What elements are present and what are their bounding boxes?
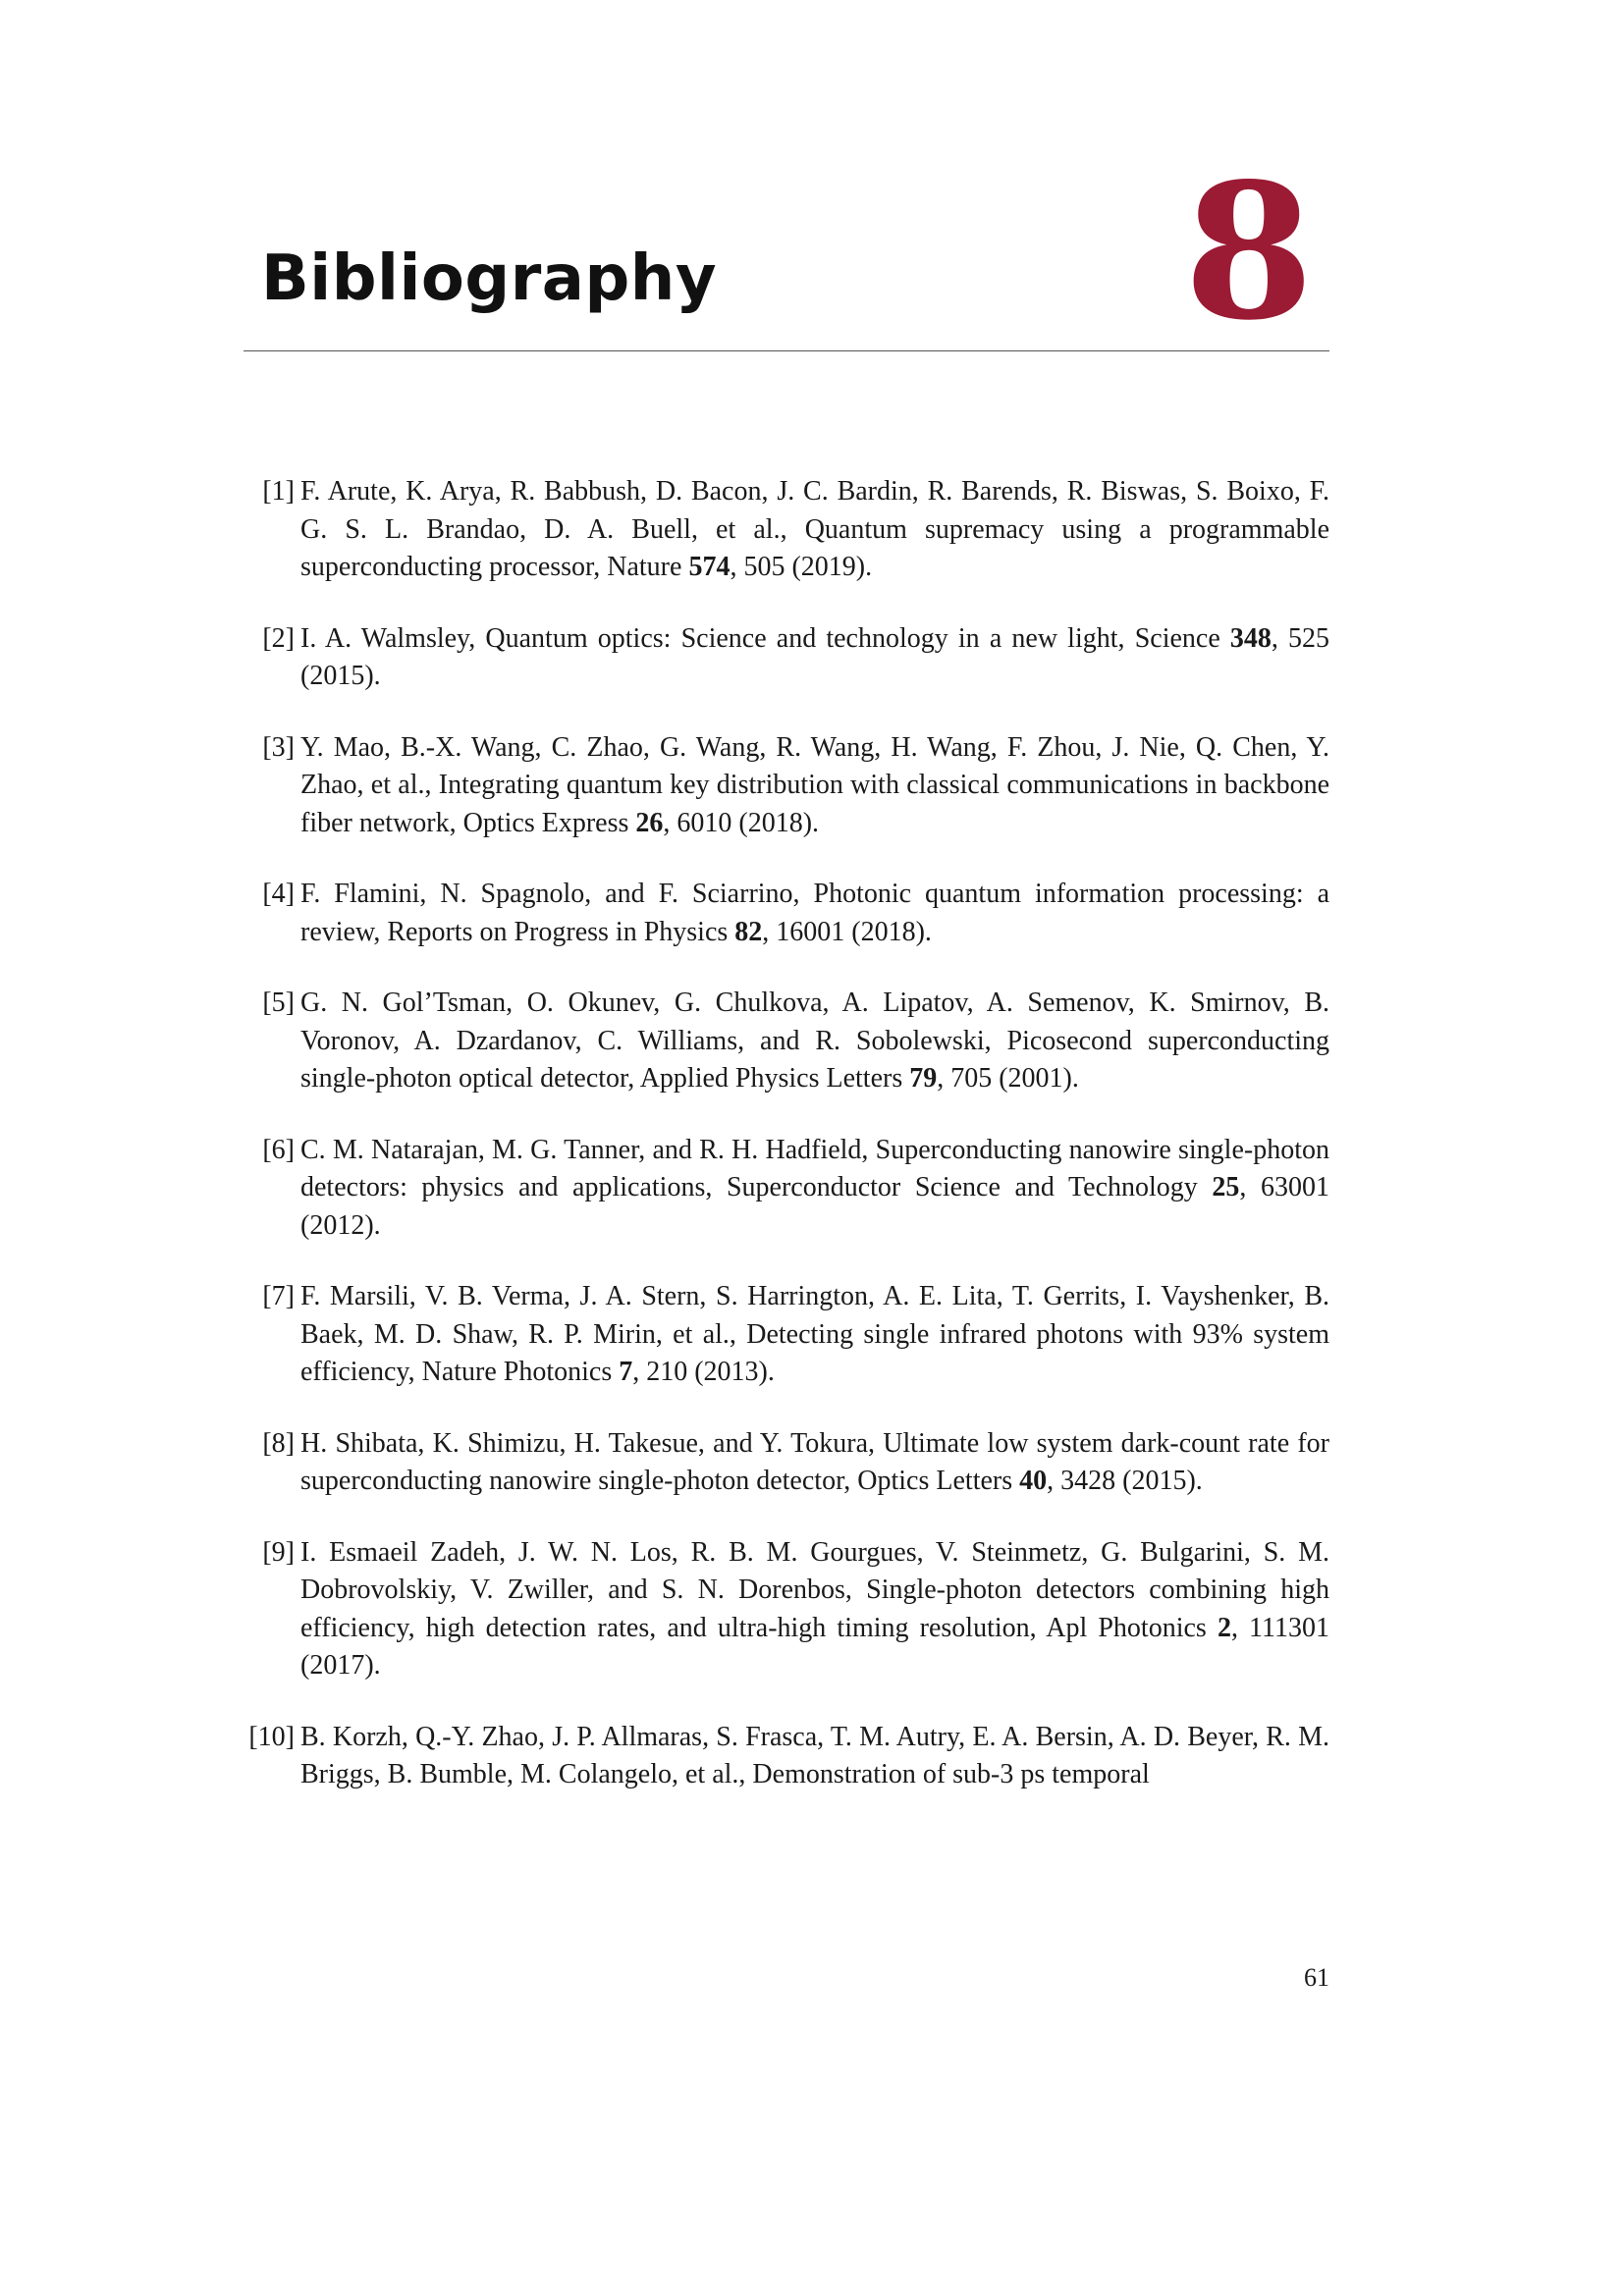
reference-authors: I. A. Walmsley, <box>300 622 476 654</box>
reference-label: [8] <box>262 1427 295 1459</box>
reference-item <box>244 876 1329 951</box>
reference-label: [9] <box>262 1536 295 1568</box>
reference-title: Superconducting nanowire single-photon detectors: physics and applications, <box>300 1134 1329 1202</box>
reference-authors: G. N. Gol’Tsman, O. Okunev, G. Chulkova, A. Lipatov, A. Semenov, K. Smirnov, B. Voronov, A. Dzardanov, C. Williams, and R. Sobolewski, <box>300 988 1329 1056</box>
reference-journal: Reports on Progress in Physics <box>387 916 729 947</box>
reference-title: Integrating quantum key distribution with classical communications in backbone fiber network, <box>300 770 1329 838</box>
reference-item <box>244 1534 1329 1685</box>
reference-pages-year: , 705 (2001). <box>937 1063 1079 1094</box>
chapter-header <box>244 142 1329 361</box>
reference-body <box>300 1428 1329 1497</box>
reference-label: [1] <box>262 476 295 507</box>
reference-journal: Optics Letters <box>857 1466 1013 1496</box>
reference-authors: F. Arute, K. Arya, R. Babbush, D. Bacon, J. C. Bardin, R. Barends, R. Biswas, S. Boixo, F. G. S. L. Brandao, D. A. Buell, et al., <box>300 476 1329 545</box>
reference-label: [7] <box>262 1281 295 1311</box>
reference-item <box>244 985 1329 1098</box>
reference-journal: Applied Physics Letters <box>639 1063 903 1094</box>
page-number: 61 <box>1304 1963 1329 1992</box>
reference-journal: Optics Express <box>462 807 629 838</box>
reference-volume: 574 <box>688 552 731 582</box>
reference-item <box>244 729 1329 843</box>
reference-title: Quantum optics: Science and technology in a new light, <box>485 622 1125 654</box>
reference-label: [5] <box>262 988 295 1018</box>
reference-label: [6] <box>262 1134 295 1165</box>
reference-authors: Y. Mao, B.-X. Wang, C. Zhao, G. Wang, R. Wang, H. Wang, F. Zhou, J. Nie, Q. Chen, Y. Zhao, et al., <box>300 731 1329 800</box>
reference-authors: F. Flamini, N. Spagnolo, and F. Sciarrino, <box>300 879 800 909</box>
reference-journal: Apl Photonics <box>1046 1612 1207 1643</box>
reference-authors: B. Korzh, Q.-Y. Zhao, J. P. Allmaras, S. Frasca, T. M. Autry, E. A. Bersin, A. D. Beyer, R. M. Briggs, B. Bumble, M. Colangelo, et al., <box>300 1721 1329 1789</box>
reference-pages-year: , 525 (2015). <box>300 622 1330 691</box>
reference-list <box>244 473 1329 1828</box>
reference-title: Detecting single infrared photons with 93% system efficiency, <box>300 1318 1330 1387</box>
chapter-title: Bibliography <box>261 242 718 315</box>
reference-pages-year: , 63001 (2012). <box>300 1172 1330 1241</box>
reference-title: Demonstration of sub-3 ps temporal <box>752 1759 1150 1789</box>
reference-item <box>244 473 1329 587</box>
reference-pages-year: , 3428 (2015). <box>1047 1466 1203 1496</box>
reference-label: [2] <box>262 622 295 654</box>
reference-journal: Science <box>1134 622 1220 654</box>
reference-authors: I. Esmaeil Zadeh, J. W. N. Los, R. B. M. Gourgues, V. Steinmetz, G. Bulgarini, S. M. Dobrovolskiy, V. Zwiller, and S. N. Dorenbos, <box>300 1536 1329 1605</box>
reference-volume: 7 <box>619 1357 633 1387</box>
chapter-number: 8 <box>1183 142 1314 361</box>
reference-journal: Nature Photonics <box>421 1357 613 1387</box>
reference-label: [10] <box>248 1721 295 1752</box>
reference-volume: 79 <box>909 1063 938 1094</box>
reference-body <box>300 1722 1329 1790</box>
reference-pages-year: , 16001 (2018). <box>762 916 932 947</box>
reference-title: Picosecond superconducting single-photon optical detector, <box>300 1025 1330 1094</box>
reference-label: [4] <box>262 879 295 909</box>
reference-title: Photonic quantum information processing: a review, <box>300 879 1329 947</box>
reference-body <box>300 879 1329 947</box>
reference-pages-year: , 210 (2013). <box>632 1357 775 1387</box>
reference-body <box>300 988 1329 1094</box>
reference-pages-year: , 6010 (2018). <box>663 807 820 838</box>
reference-body <box>300 476 1329 582</box>
reference-body <box>300 1537 1329 1682</box>
reference-authors: F. Marsili, V. B. Verma, J. A. Stern, S. Harrington, A. E. Lita, T. Gerrits, I. Vayshenker, B. Baek, M. D. Shaw, R. P. Mirin, et al., <box>300 1281 1329 1350</box>
reference-volume: 82 <box>734 916 763 947</box>
header-rule <box>244 350 1329 351</box>
reference-authors: C. M. Natarajan, M. G. Tanner, and R. H. Hadfield, <box>300 1134 869 1165</box>
reference-item <box>244 1278 1329 1392</box>
reference-body <box>300 1281 1329 1387</box>
reference-authors: H. Shibata, K. Shimizu, H. Takesue, and Y. Tokura, <box>300 1427 875 1459</box>
reference-item <box>244 1719 1329 1794</box>
reference-journal: Nature <box>607 552 682 582</box>
reference-title: Ultimate low system dark-count rate for superconducting nanowire single-photon detector, <box>300 1427 1329 1496</box>
reference-volume: 40 <box>1019 1466 1048 1496</box>
reference-volume: 26 <box>635 807 664 838</box>
reference-pages-year: , 505 (2019). <box>730 552 873 582</box>
reference-body <box>300 1135 1329 1241</box>
reference-title: Quantum supremacy using a programmable superconducting processor, <box>300 513 1329 582</box>
reference-journal: Superconductor Science and Technology <box>726 1172 1198 1202</box>
reference-label: [3] <box>262 731 295 763</box>
reference-body <box>300 732 1329 838</box>
reference-item <box>244 1132 1329 1246</box>
reference-pages-year: , 111301 (2017). <box>300 1612 1329 1681</box>
reference-title: Single-photon detectors combining high efficiency, high detection rates, and ultra-high timing resolution, <box>300 1575 1330 1643</box>
reference-body <box>300 623 1329 692</box>
reference-volume: 2 <box>1217 1612 1231 1643</box>
reference-volume: 348 <box>1229 622 1272 654</box>
reference-item <box>244 620 1329 696</box>
reference-item <box>244 1425 1329 1501</box>
reference-volume: 25 <box>1212 1172 1240 1202</box>
